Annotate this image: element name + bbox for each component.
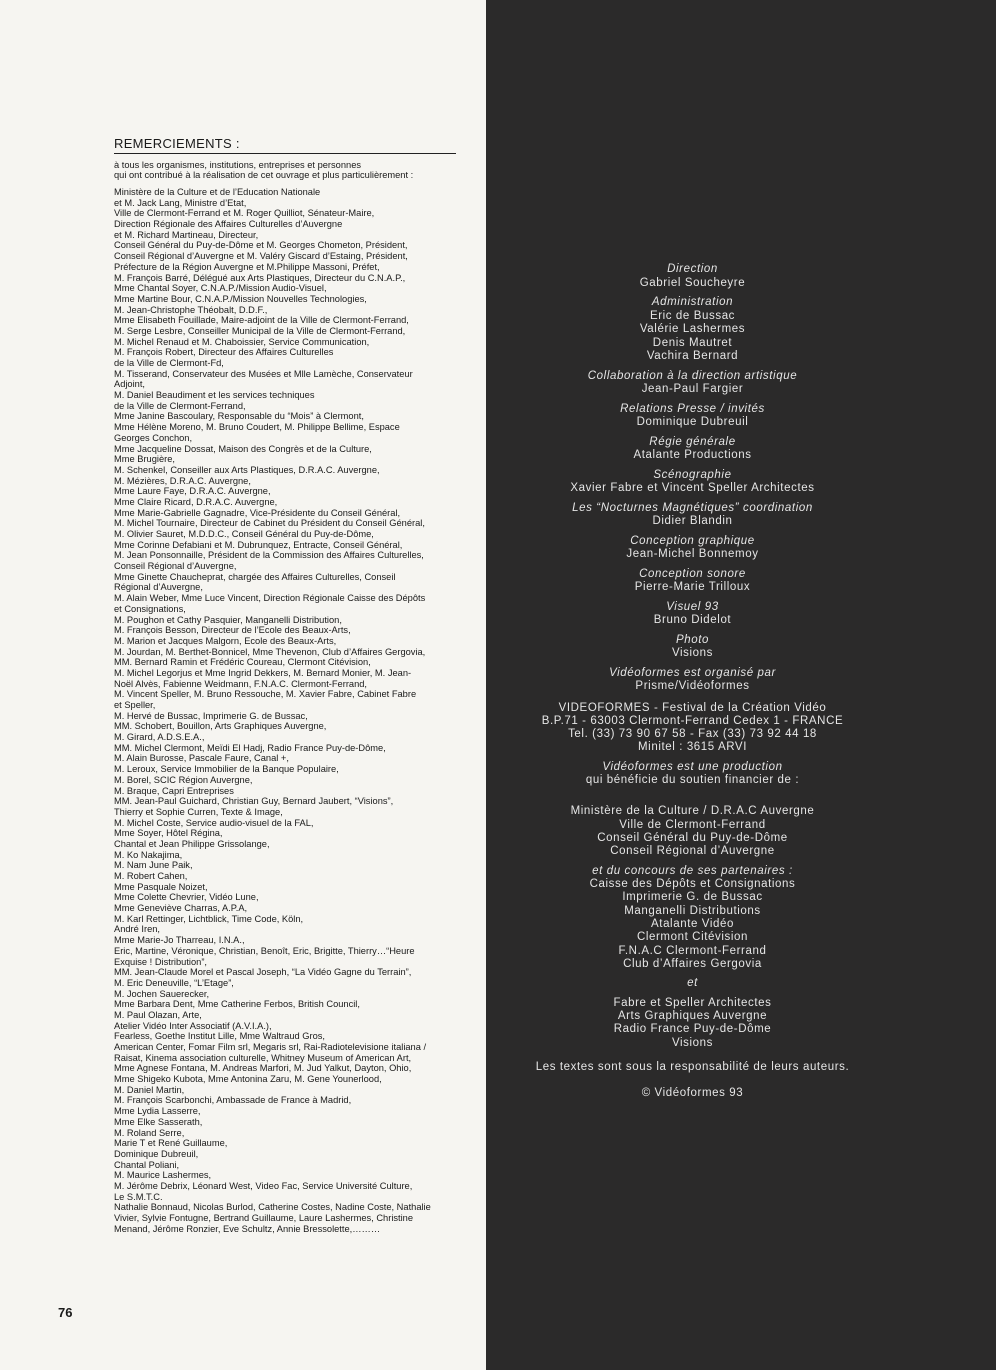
production-sub: qui bénéficie du soutien financier de : (585, 774, 800, 787)
credit-block (520, 502, 865, 529)
intro-line: à tous les organismes, institutions, entreprises et personnes (114, 160, 362, 170)
thanks-line: M. Schenkel, Conseiller aux Arts Plastiques, D.R.A.C. Auvergne, (114, 464, 380, 475)
thanks-line: Mme Brugière, (114, 454, 175, 465)
and-block (520, 977, 865, 991)
thanks-line: et M. Jack Lang, Ministre d’Etat, (114, 197, 247, 208)
thanks-line: Ville de Clermont-Ferrand et M. Roger Quilliot, Sénateur-Maire, (114, 208, 375, 219)
thanks-line: M. Maurice Lashermes, (114, 1170, 212, 1181)
credit-name: Prisme/Vidéoformes (635, 680, 750, 692)
credit-role: Les “Nocturnes Magnétiques” coordination (572, 501, 813, 514)
thanks-line: Mme Hélène Moreno, M. Bruno Coudert, M. Philippe Bellime, Espace (114, 422, 400, 433)
thanks-line: Thierry et Sophie Curren, Texte & Image, (114, 806, 283, 817)
thanks-line: Menand, Jérôme Ronzier, Eve Schultz, Annie Bressolette,……… (114, 1223, 381, 1234)
funder-line: Conseil Général du Puy-de-Dôme (597, 832, 788, 845)
thanks-line: de la Ville de Clermont-Fd, (114, 358, 224, 368)
credit-role: Conception graphique (630, 534, 755, 547)
thanks-line: M. Roland Serre, (114, 1127, 185, 1138)
thanks-line: Mme Elke Sasserath, (114, 1116, 203, 1127)
copyright: © Vidéoformes 93 (641, 1086, 744, 1099)
thanks-line: Mme Geneviève Charras, A.P.A, (114, 903, 248, 914)
thanks-line: M. Eric Deneuville, “L’Etage”, (114, 977, 234, 988)
thanks-line: M. Girard, A.D.S.E.A., (114, 732, 205, 743)
thanks-line: M. Vincent Speller, M. Bruno Ressouche, M. Xavier Fabre, Cabinet Fabre (114, 689, 417, 700)
production-role: Vidéoformes est une production (602, 760, 783, 773)
thanks-line: Conseil Général du Puy-de-Dôme et M. Georges Chometon, Président, (114, 240, 408, 251)
thanks-line: M. Paul Olazan, Arte, (114, 1009, 202, 1020)
thanks-line: Mme Ginette Chaucheprat, chargée des Affaires Culturelles, Conseil (114, 571, 396, 582)
credit-role: Conception sonore (639, 567, 746, 580)
thanks-line: Mme Marie-Jo Tharreau, I.N.A., (114, 935, 245, 946)
thanks-intro (114, 160, 464, 180)
thanks-line: M. Poughon et Cathy Pasquier, Manganelli Distribution, (114, 614, 342, 625)
thanks-line: Mme Colette Chevrier, Vidéo Lune, (114, 892, 259, 903)
thanks-line: Mme Janine Bascoulary, Responsable du “Mois” à Clermont, (114, 411, 364, 422)
funder-line: Conseil Régional d’Auvergne (610, 845, 775, 858)
partner-line: F.N.A.C Clermont-Ferrand (618, 944, 767, 957)
thanks-line: M. Olivier Sauret, M.D.D.C., Conseil Général du Puy-de-Dôme, (114, 529, 374, 539)
partner-line: Atalante Vidéo (651, 918, 734, 931)
thanks-line: M. Tisserand, Conservateur des Musées et Mlle Lamèche, Conservateur (114, 368, 413, 379)
credit-blocks (520, 263, 865, 694)
thanks-line: M. Jochen Sauerecker, (114, 988, 210, 999)
thanks-line: M. Alain Burosse, Pascale Faure, Canal +, (114, 753, 289, 764)
thanks-line: Mme Jacqueline Dossat, Maison des Congrès et de la Culture, (114, 443, 372, 454)
thanks-line: M. François Besson, Directeur de l’Ecole des Beaux-Arts, (114, 625, 351, 636)
thanks-line: Mme Martine Bour, C.N.A.P./Mission Nouvelles Technologies, (114, 293, 367, 304)
credit-role: Direction (667, 263, 718, 275)
thanks-line: M. Michel Tournaire, Directeur de Cabinet du Président du Conseil Général, (114, 518, 425, 529)
credit-name: Jean-Paul Fargier (641, 383, 744, 395)
thanks-line: M. Marion et Jacques Malgorn, Ecole des Beaux-Arts, (114, 635, 337, 646)
thanks-line: et Speller, (114, 700, 156, 710)
thanks-line: Fearless, Goethe Institut Lille, Mme Waltraud Gros, (114, 1031, 325, 1042)
thanks-line: Mme Laure Faye, D.R.A.C. Auvergne, (114, 486, 271, 497)
thanks-line: M. Nam June Paik, (114, 860, 193, 871)
credit-block (520, 263, 865, 290)
thanks-line: Mme Agnese Fontana, M. Andreas Marfori, M. Jud Yalkut, Dayton, Ohio, (114, 1063, 412, 1074)
credit-role: Photo (675, 633, 710, 646)
credit-block (520, 436, 865, 463)
credit-block (520, 667, 865, 694)
credit-name: Xavier Fabre et Vincent Speller Architectes (570, 482, 815, 494)
credit-block (520, 370, 865, 397)
credit-role: Administration (651, 296, 734, 308)
thanks-line: M. François Barré, Délégué aux Arts Plastiques, Directeur du C.N.A.P., (114, 272, 406, 283)
thanks-line: M. Leroux, Service Immobilier de la Banque Populaire, (114, 764, 339, 775)
credit-block (520, 296, 865, 364)
credit-name: Gabriel Soucheyre (639, 276, 746, 289)
thanks-line: Préfecture de la Région Auvergne et M.Philippe Massoni, Préfet, (114, 261, 380, 272)
partners-role: et du concours de ses partenaires : (592, 864, 793, 877)
partner-line: Club d’Affaires Gergovia (623, 957, 762, 970)
credit-block (520, 535, 865, 562)
thanks-line: M. François Scarbonchi, Ambassade de France à Madrid, (114, 1095, 352, 1106)
thanks-line: et Consignations, (114, 603, 186, 614)
address-line: VIDEOFORMES - Festival de la Création Vidéo (558, 701, 827, 714)
thanks-line: Vivier, Sylvie Fontugne, Bertrand Guillaume, Laure Lashermes, Christine (114, 1213, 414, 1223)
credit-name: Didier Blandin (652, 515, 733, 527)
credit-role: Relations Presse / invités (620, 402, 765, 415)
thanks-line: M. Hervé de Bussac, Imprimerie G. de Bussac, (114, 710, 308, 721)
thanks-line: Mme Barbara Dent, Mme Catherine Ferbos, British Council, (114, 999, 360, 1010)
thanks-line: M. Serge Lesbre, Conseiller Municipal de la Ville de Clermont-Ferrand, (114, 325, 406, 336)
thanks-line: M. Jean-Christophe Théobalt, D.D.F., (114, 304, 268, 315)
credit-block (520, 469, 865, 496)
partner-line: Arts Graphiques Auvergne (617, 1010, 768, 1023)
thanks-line: M. Karl Rettinger, Lichtblick, Time Code, Köln, (114, 913, 304, 924)
thanks-line: Exquise ! Distribution”, (114, 956, 208, 967)
credit-block (520, 403, 865, 430)
thanks-line: MM. Bernard Ramin et Frédéric Coureau, Clermont Citévision, (114, 657, 371, 668)
thanks-line: MM. Jean-Claude Morel et Pascal Joseph, “La Vidéo Gagne du Terrain”, (114, 967, 412, 978)
thanks-line: M. Jean Ponsonnaille, Président de la Commission des Affaires Culturelles, (114, 550, 424, 561)
credit-role: Vidéoformes est organisé par (609, 666, 776, 679)
thanks-line: M. Jérôme Debrix, Léonard West, Video Fac, Service Université Culture, (114, 1180, 413, 1191)
thanks-line: M. Robert Cahen, (114, 871, 188, 881)
thanks-line: Georges Conchon, (114, 432, 193, 443)
thanks-line: Mme Pasquale Noizet, (114, 881, 208, 892)
thanks-line: Chantal Poliani, (114, 1159, 180, 1170)
thanks-line: M. Alain Weber, Mme Luce Vincent, Direction Régionale Caisse des Dépôts (114, 593, 426, 604)
partner-line: Imprimerie G. de Bussac (622, 891, 763, 904)
partner-line: Clermont Citévision (636, 931, 749, 944)
credit-name: Pierre-Marie Trilloux (634, 581, 751, 593)
thanks-line: Régional d’Auvergne, (114, 582, 203, 593)
thanks-line: M. Michel Renaud et M. Chaboissier, Service Communication, (114, 336, 370, 347)
address-line: Tel. (33) 73 90 67 58 - Fax (33) 73 92 44 18 (568, 728, 817, 741)
thanks-line: M. Braque, Capri Entreprises (114, 785, 234, 796)
thanks-line: Conseil Régional d’Auvergne, (114, 561, 237, 572)
and-label: et (687, 977, 698, 990)
thanks-line: MM. Michel Clermont, Meïdi El Hadj, Radio France Puy-de-Dôme, (114, 742, 386, 753)
thanks-line: M. Daniel Beaudiment et les services techniques (114, 390, 315, 401)
credit-role: Régie générale (649, 435, 736, 448)
credit-name: Jean-Michel Bonnemoy (626, 548, 759, 560)
page-number: 76 (58, 1305, 73, 1320)
credit-name: Bruno Didelot (653, 614, 732, 626)
partner-line: Fabre et Speller Architectes (613, 996, 772, 1009)
partner-line: Visions (671, 1036, 714, 1049)
credit-name: Eric de Bussac (649, 309, 736, 322)
thanks-line: Mme Soyer, Hôtel Régina, (114, 828, 223, 839)
thanks-list (114, 187, 464, 1234)
credit-name: Visions (671, 647, 714, 659)
thanks-line: Raisat, Kinema association culturelle, Whitney Museum of American Art, (114, 1052, 412, 1063)
thanks-line: Le S.M.T.C. (114, 1191, 163, 1202)
credit-block (520, 568, 865, 595)
thanks-line: MM. Jean-Paul Guichard, Christian Guy, Bernard Jaubert, “Visions”, (114, 796, 394, 807)
thanks-line: Direction Régionale des Affaires Culturelles d’Auvergne (114, 219, 343, 230)
intro-line: qui ont contribué à la réalisation de cet ouvrage et plus particulièrement : (114, 170, 414, 180)
thanks-line: Mme Marie-Gabrielle Gagnadre, Vice-Présidente du Conseil Général, (114, 507, 401, 518)
thanks-line: M. Borel, SCIC Région Auvergne, (114, 774, 253, 785)
thanks-line: M. François Robert, Directeur des Affaires Culturelles (114, 347, 334, 358)
credit-block (520, 601, 865, 628)
thanks-line: Ministère de la Culture et de l’Education Nationale (114, 187, 321, 197)
thanks-line: M. Mézières, D.R.A.C. Auvergne, (114, 475, 251, 486)
credit-block (520, 634, 865, 661)
partner-line: Manganelli Distributions (624, 904, 761, 917)
thanks-line: Mme Lydia Lasserre, (114, 1106, 201, 1117)
thanks-line: de la Ville de Clermont-Ferrand, (114, 400, 246, 411)
address-block (520, 702, 865, 755)
production-block (520, 761, 865, 788)
thanks-line: Marie T et René Guillaume, (114, 1138, 228, 1149)
thanks-section (114, 136, 464, 1234)
partner-line: Caisse des Dépôts et Consignations (589, 878, 796, 891)
address-line: Minitel : 3615 ARVI (638, 741, 747, 754)
thanks-line: Mme Claire Ricard, D.R.A.C. Auvergne, (114, 496, 278, 507)
thanks-line: Dominique Dubreuil, (114, 1148, 199, 1159)
credit-role: Collaboration à la direction artistique (587, 369, 798, 382)
thanks-line: American Center, Fomar Film srl, Megaris srl, Rai-Radiotelevisione italiana / (114, 1042, 427, 1052)
thanks-line: MM. Schobert, Bouillon, Arts Graphiques Auvergne, (114, 721, 327, 732)
partner-line: Radio France Puy-de-Dôme (613, 1023, 772, 1036)
thanks-line: Chantal et Jean Philippe Grissolange, (114, 838, 270, 849)
thanks-line: André Iren, (114, 924, 160, 935)
credit-name: Vachira Bernard (646, 350, 739, 362)
partners-block (520, 865, 865, 972)
thanks-line: Eric, Martine, Véronique, Christian, Benoît, Eric, Brigitte, Thierry…“Heure (114, 945, 415, 956)
credit-name: Valérie Lashermes (639, 323, 746, 335)
funders-block (520, 805, 865, 858)
credit-name: Dominique Dubreuil (636, 416, 749, 428)
partners2-block (520, 997, 865, 1050)
thanks-line: Noël Alvès, Fabienne Weidmann, F.N.A.C. Clermont-Ferrand, (114, 678, 368, 689)
responsibility-note: Les textes sont sous la responsabilité de leurs auteurs. (535, 1060, 850, 1073)
thanks-line: M. Jourdan, M. Berthet-Bonnicel, Mme Thevenon, Club d’Affaires Gergovia, (114, 646, 426, 657)
thanks-line: M. Michel Coste, Service audio-visuel de la FAL, (114, 817, 314, 828)
thanks-line: M. Ko Nakajima, (114, 849, 183, 860)
thanks-line: M. Michel Legorjus et Mme Ingrid Dekkers, M. Bernard Monier, M. Jean- (114, 667, 412, 678)
thanks-line: Conseil Régional d’Auvergne et M. Valéry Giscard d’Estaing, Président, (114, 251, 408, 262)
thanks-line: Mme Shigeko Kubota, Mme Antonina Zaru, M. Gene Younerlood, (114, 1074, 382, 1085)
thanks-heading: REMERCIEMENTS : (114, 136, 456, 154)
thanks-line: Adjoint, (114, 379, 146, 390)
address-line: B.P.71 - 63003 Clermont-Ferrand Cedex 1 - FRANCE (541, 714, 844, 727)
credit-role: Scénographie (653, 468, 732, 481)
funder-line: Ministère de la Culture / D.R.A.C Auvergne (570, 805, 815, 818)
credit-role: Visuel 93 (666, 600, 719, 613)
credit-name: Denis Mautret (652, 336, 733, 349)
thanks-line: Atelier Vidéo Inter Associatif (A.V.I.A.), (114, 1020, 272, 1031)
thanks-line: et M. Richard Martineau, Directeur, (114, 229, 259, 240)
thanks-line: Mme Elisabeth Fouillade, Maire-adjoint de la Ville de Clermont-Ferrand, (114, 315, 409, 326)
thanks-line: Mme Corinne Defabiani et M. Dubrunquez, Entracte, Conseil Général, (114, 539, 403, 550)
funder-line: Ville de Clermont-Ferrand (619, 818, 766, 831)
thanks-line: Nathalie Bonnaud, Nicolas Burlod, Catherine Costes, Nadine Coste, Nathalie (114, 1202, 431, 1213)
thanks-line: Mme Chantal Soyer, C.N.A.P./Mission Audio-Visuel, (114, 283, 327, 294)
credits-section (520, 263, 865, 1100)
credit-name: Atalante Productions (633, 449, 752, 461)
thanks-line: M. Daniel Martin, (114, 1084, 185, 1095)
